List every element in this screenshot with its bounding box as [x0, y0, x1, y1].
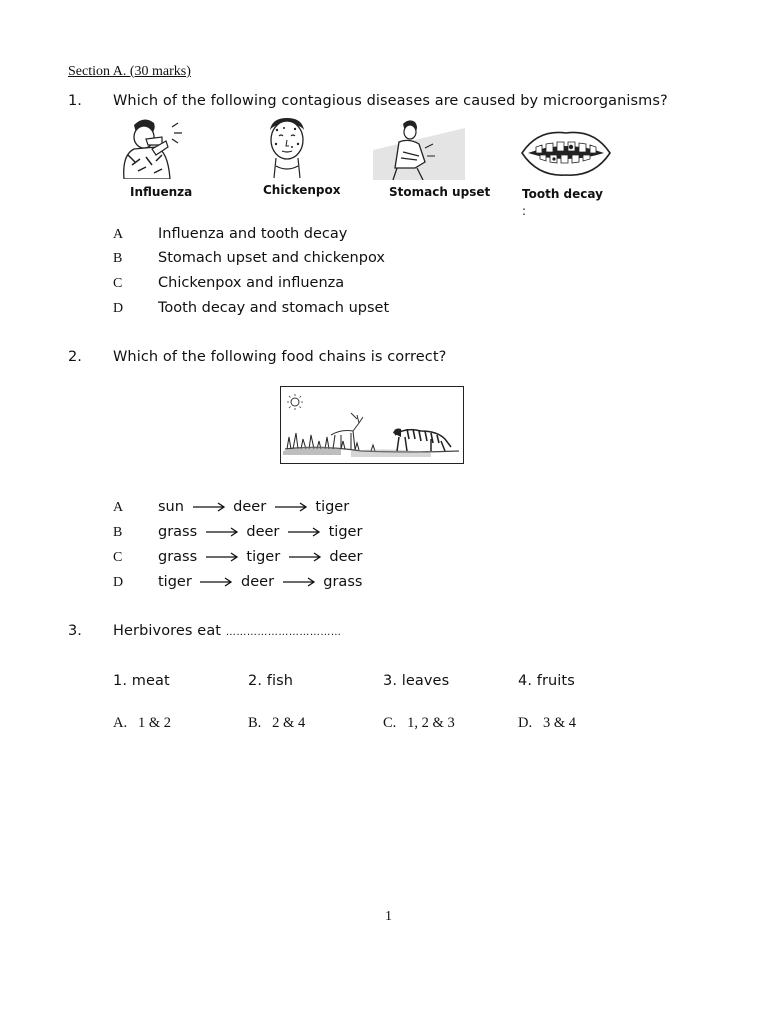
q1-option-d-letter: D	[113, 301, 124, 316]
chain-item: tiger	[246, 549, 281, 565]
q3-answer-b: B. 2 & 4	[248, 715, 306, 731]
question-3-text	[113, 623, 341, 639]
chickenpox-label: Chickenpox	[263, 183, 341, 197]
arrow-right-icon	[274, 502, 308, 512]
q3-answer-a: A. 1 & 2	[113, 715, 171, 731]
question-3-number: 3.	[68, 623, 82, 639]
chain-item: tiger	[158, 574, 192, 590]
q3-answer-c: C. 1, 2 & 3	[383, 715, 455, 731]
question-1-text: Which of the following contagious diseases are caused by microorganisms?	[113, 93, 668, 109]
tooth-decay-label: Tooth decay	[522, 187, 603, 201]
q2-option-d-chain	[158, 574, 362, 590]
chain-item: grass	[158, 549, 198, 565]
answer-blank: ……………………………	[225, 627, 342, 638]
q3-item-2: 2. fish	[248, 673, 294, 689]
chain-item: deer	[246, 524, 280, 540]
q1-option-a-letter: A	[113, 227, 124, 242]
q1-option-b-letter: B	[113, 251, 123, 266]
chain-item: sun	[158, 499, 184, 515]
sun-deer-tiger-scene	[280, 386, 464, 464]
q3-item-1: 1. meat	[113, 673, 170, 689]
chain-item: tiger	[328, 524, 363, 540]
question-2-text: Which of the following food chains is correct?	[113, 349, 447, 365]
arrow-right-icon	[205, 552, 239, 562]
q1-option-a-text: Influenza and tooth decay	[158, 226, 348, 242]
stomach-upset-label: Stomach upset	[389, 185, 491, 199]
decayed-teeth-icon	[518, 125, 614, 181]
spotted-face-icon	[262, 116, 312, 178]
q2-option-d-letter: D	[113, 575, 124, 590]
chain-item: deer	[329, 549, 363, 565]
chain-item: grass	[323, 574, 363, 590]
q2-option-b-chain	[158, 524, 362, 540]
section-title: Section A. (30 marks)	[68, 64, 191, 79]
question-3-stem: Herbivores eat	[113, 623, 222, 639]
influenza-label: Influenza	[130, 185, 193, 199]
q3-answer-d: D. 3 & 4	[518, 715, 576, 731]
question-2-number: 2.	[68, 349, 82, 365]
q2-option-c-chain	[158, 549, 362, 565]
page-number: 1	[385, 909, 392, 924]
arrow-right-icon	[288, 552, 322, 562]
q3-item-3: 3. leaves	[383, 673, 450, 689]
arrow-right-icon	[282, 577, 316, 587]
question-1-number: 1.	[68, 93, 82, 109]
arrow-right-icon	[192, 502, 226, 512]
q2-option-a-letter: A	[113, 500, 124, 515]
q2-option-b-letter: B	[113, 525, 123, 540]
chain-item: grass	[158, 524, 198, 540]
chain-item: deer	[241, 574, 275, 590]
chain-item: deer	[233, 499, 267, 515]
arrow-right-icon	[205, 527, 239, 537]
q2-option-c-letter: C	[113, 550, 123, 565]
chain-item: tiger	[315, 499, 350, 515]
arrow-right-icon	[199, 577, 233, 587]
q1-option-c-text: Chickenpox and influenza	[158, 275, 345, 291]
arrow-right-icon	[287, 527, 321, 537]
q1-option-d-text: Tooth decay and stomach upset	[158, 300, 390, 316]
tooth-decay-colon: :	[522, 204, 527, 218]
q1-option-c-letter: C	[113, 276, 123, 291]
q3-item-4: 4. fruits	[518, 673, 575, 689]
sneezing-person-icon	[116, 115, 186, 179]
q2-option-a-chain	[158, 499, 349, 515]
stomach-ache-person-icon	[373, 118, 465, 180]
q1-option-b-text: Stomach upset and chickenpox	[158, 250, 385, 266]
